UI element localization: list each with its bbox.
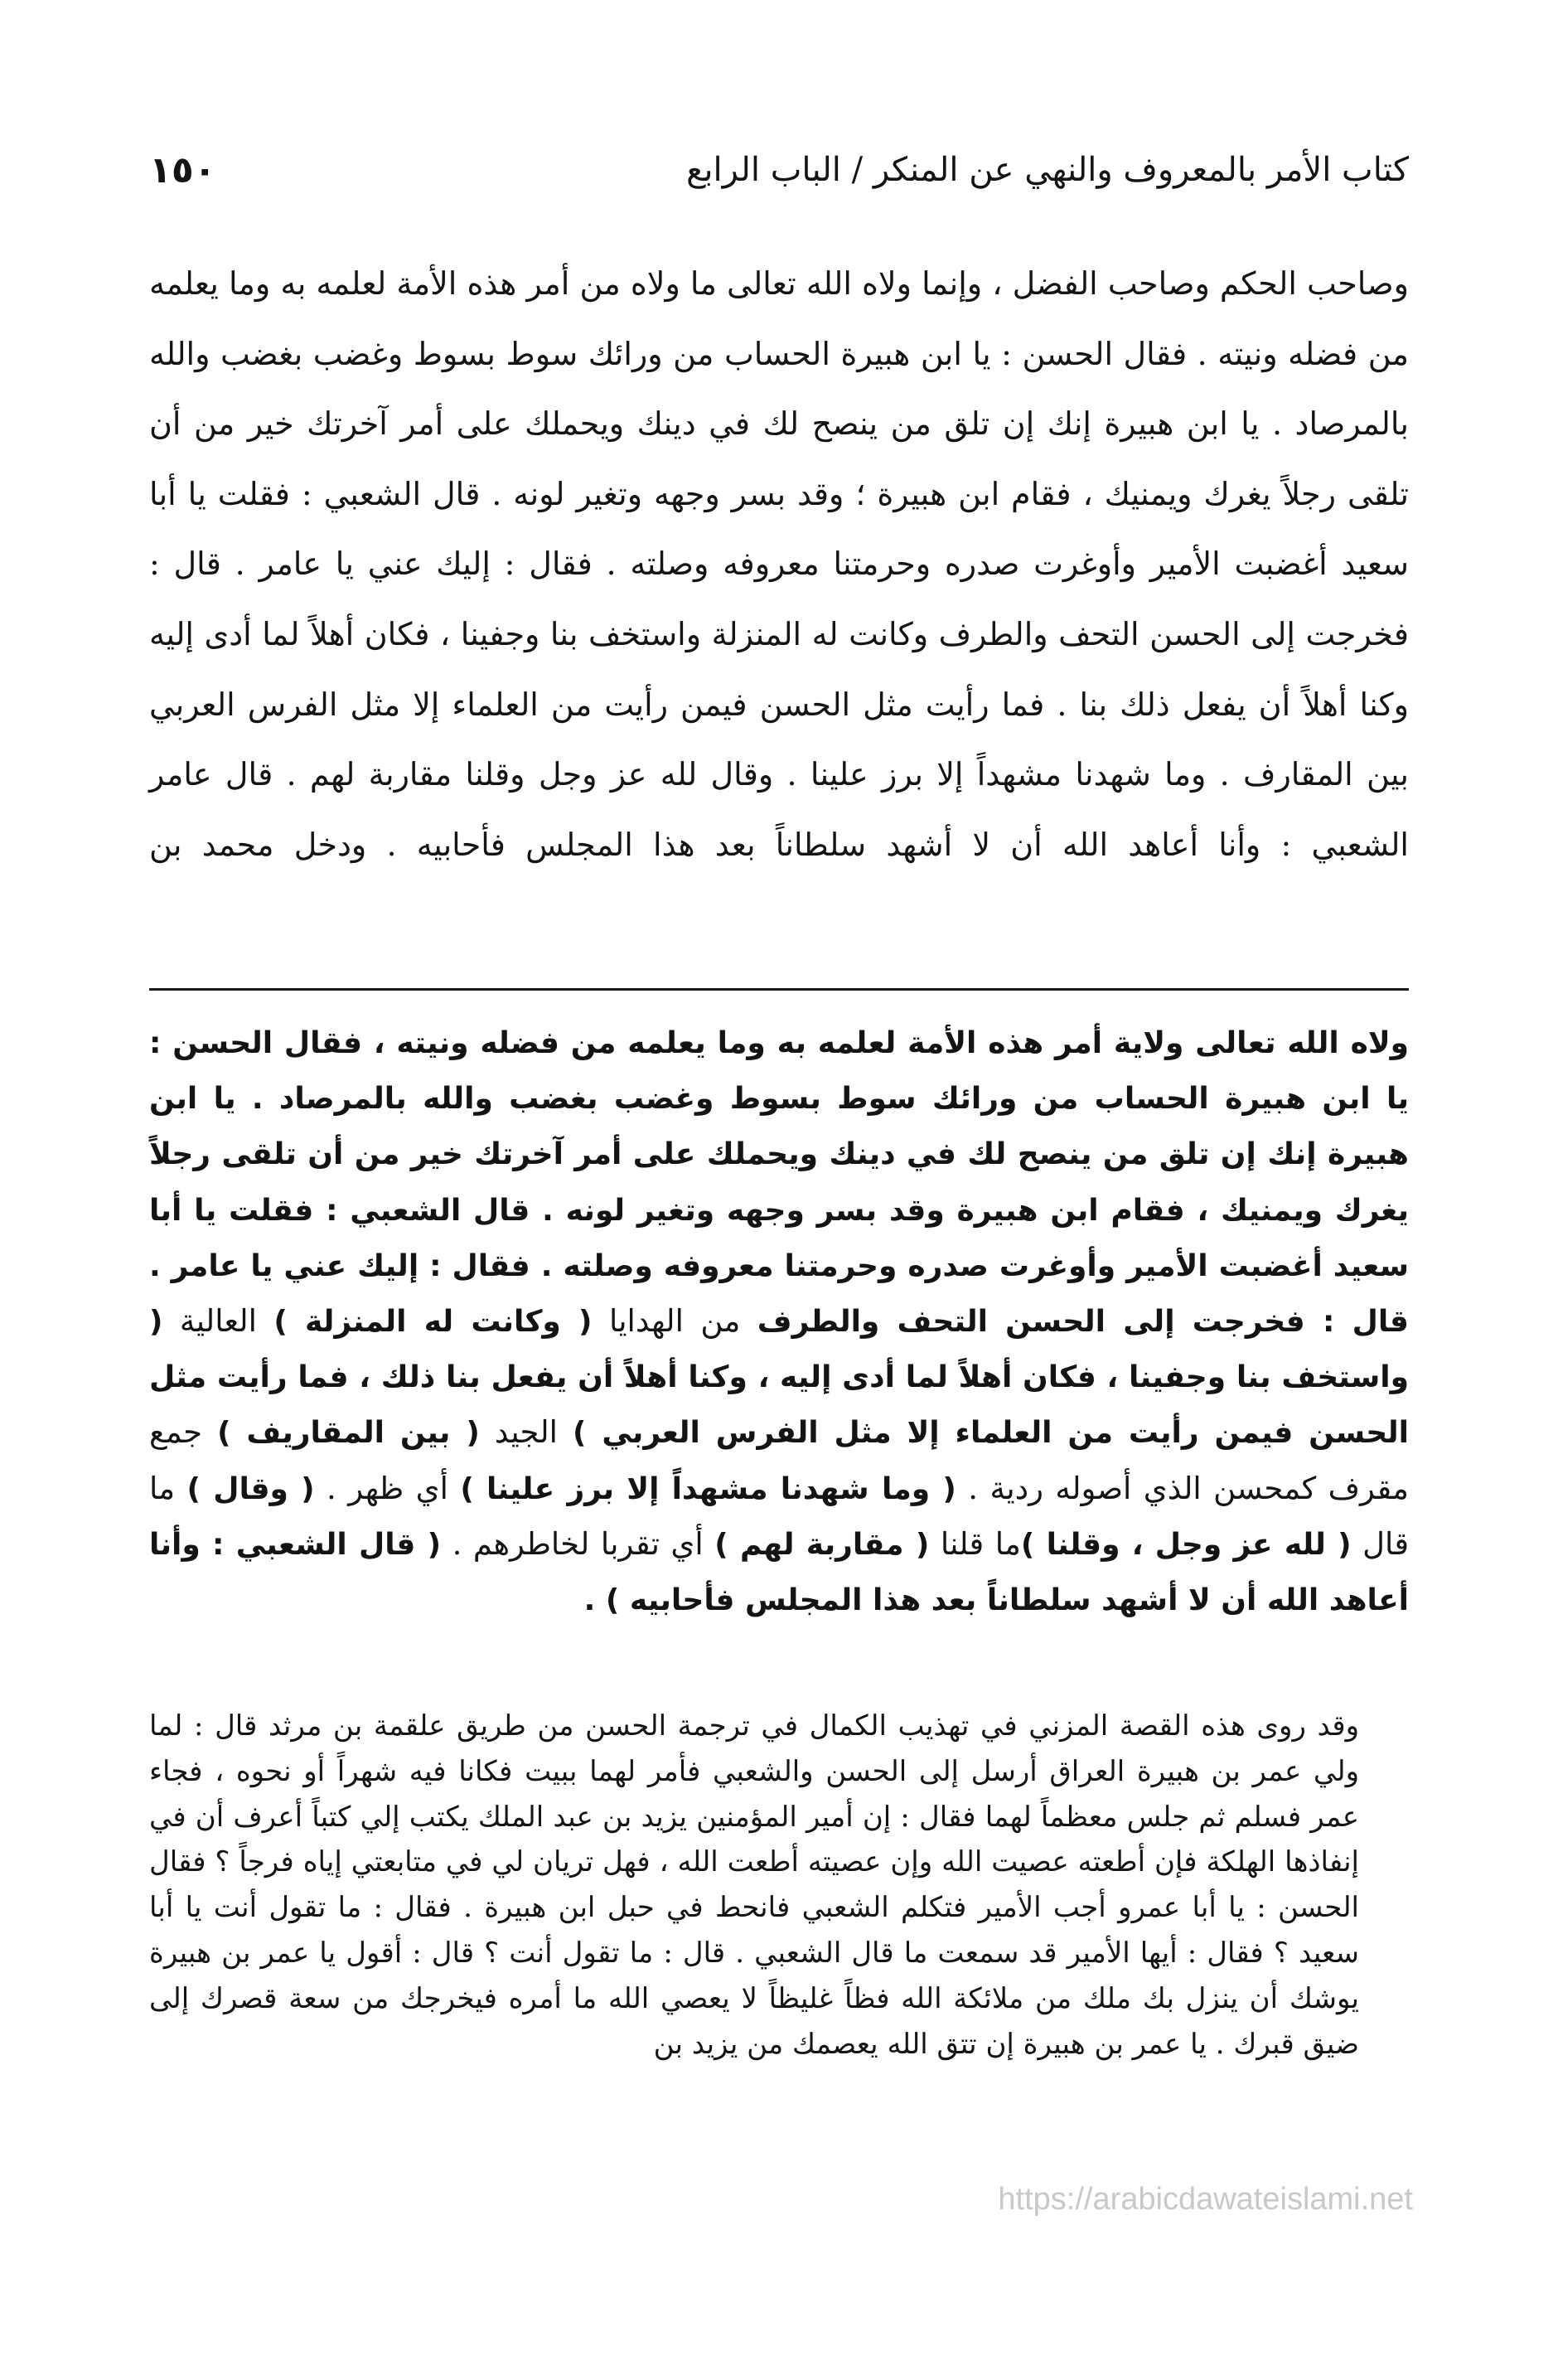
commentary-span: العالية bbox=[162, 1303, 274, 1340]
commentary-span: ( مقاربة لهم ) bbox=[714, 1527, 930, 1562]
commentary-span: من الهدايا bbox=[592, 1303, 757, 1340]
main-paragraph: وصاحب الحكم وصاحب الفضل ، وإنما ولاه الله تعالى ما ولاه من أمر هذه الأمة لعلمه به وما يعلمه من فضله ونيته . فقال الحسن : يا ابن هبيرة الحساب من ورائك سوط بسوط وغضب بغضب والله بالمرصاد . يا ابن هبيرة إنك إن تلق من ينصح لك في دينك ويحملك على أمر آخرتك خير من أن تلقى رجلاً يغرك ويمنيك ، فقام ابن هبيرة ؛ وقد بسر وجهه وتغير لونه . قال الشعبي : فقلت يا أبا سعيد أغضبت الأمير وأوغرت صدره وحرمتنا معروفه وصلته . فقال : إليك عني يا عامر . قال : فخرجت إلى الحسن التحف والطرف وكانت له المنزلة واستخف بنا وجفينا ، فكان أهلاً لما أدى إليه وكنا أهلاً أن يفعل ذلك بنا . فما رأيت مثل الحسن فيمن رأيت من العلماء إلا مثل الفرس العربي بين المقارف . وما شهدنا مشهداً إلا برز علينا . وقال لله عز وجل وقلنا مقاربة لهم . قال عامر الشعبي : وأنا أعاهد الله أن لا أشهد سلطاناً بعد هذا المجلس فأحابيه . ودخل محمد بن bbox=[149, 265, 1409, 863]
commentary-span: أي ظهر . bbox=[314, 1470, 461, 1506]
commentary-span: ولاه الله تعالى ولاية أمر هذه الأمة لعلمه به وما يعلمه من فضله ونيته ، فقال الحسن : يا ابن هبيرة الحساب من ورائك سوط بسوط وغضب بغضب والله بالمرصاد . يا ابن هبيرة إنك إن تلق من ينصح لك في دينك ويحملك على أمر آخرتك خير من أن تلقى رجلاً يغرك ويمنيك ، فقام ابن هبيرة وقد بسر وجهه وتغير لونه . قال الشعبي : فقلت يا أبا سعيد أغضبت الأمير وأوغرت صدره وحرمتنا معروفه وصلته . فقال : إليك عني يا عامر . قال : فخرجت إلى الحسن التحف والطرف bbox=[149, 1026, 1409, 1340]
commentary-span: جمع مقرف كمحسن الذي أصوله ردية . bbox=[149, 1414, 1409, 1506]
section-divider bbox=[149, 988, 1409, 991]
commentary-span: ( وكانت له المنزلة ) bbox=[273, 1305, 593, 1340]
running-title: كتاب الأمر بالمعروف والنهي عن المنكر / الباب الرابع bbox=[686, 151, 1409, 189]
commentary-span: ( وقال ) bbox=[186, 1471, 315, 1506]
commentary-span: ما قال bbox=[149, 1470, 1410, 1562]
commentary-paragraph bbox=[149, 1015, 1409, 1628]
page-number: ١٥٠ bbox=[149, 148, 216, 191]
commentary-span: ( بين المقاريف ) bbox=[217, 1416, 480, 1451]
commentary-block bbox=[149, 1015, 1409, 1628]
commentary-span: ( وما شهدنا مشهداً إلا برز علينا ) bbox=[460, 1471, 956, 1506]
footnote-paragraph: وقد روى هذه القصة المزني في تهذيب الكمال في ترجمة الحسن من طريق علقمة بن مرثد قال : لما ولي عمر بن هبيرة العراق أرسل إلى الحسن والشعبي فأمر لهما ببيت فكانا فيه شهراً أو نحوه ، فجاء عمر فسلم ثم جلس معظماً لهما فقال : إن أمير المؤمنين يزيد بن عبد الملك يكتب إلي كتباً أعرف أن في إنفاذها الهلكة فإن أطعته عصيت الله وإن عصيته أطعت الله ، فهل تريان لي في متابعتي إياه فرجاً ؟ فقال الحسن : يا أبا عمرو أجب الأمير فتكلم الشعبي فانحط في حبل ابن هبيرة . فقال : ما تقول أنت يا أبا سعيد ؟ فقال : أيها الأمير قد سمعت ما قال الشعبي . قال : ما تقول أنت ؟ قال : أقول يا عمر بن هبيرة يوشك أن ينزل بك ملك من ملائكة الله فظاً غليظاً لا يعصي الله ما أمره فيخرجك من سعة قصرك إلى ضيق قبرك . يا عمر بن هبيرة إن تتق الله يعصمك من يزيد بن bbox=[149, 1709, 1359, 2061]
commentary-span: ما قلنا bbox=[929, 1525, 1021, 1562]
main-text-block bbox=[149, 249, 1409, 880]
page-header bbox=[149, 141, 1409, 199]
footnote-block bbox=[149, 1704, 1409, 2067]
watermark-url: https://arabicdawateislami.net bbox=[998, 2182, 1413, 2217]
commentary-span: ( واستخف بنا وجفينا ، فكان أهلاً لما أدى إليه ، وكنا أهلاً أن يفعل بنا ذلك ، فما رأيت مثل الحسن فيمن رأيت من العلماء إلا مثل الفرس العربي ) bbox=[149, 1305, 1410, 1451]
commentary-span: ( لله عز وجل ، وقلنا ) bbox=[1020, 1527, 1352, 1562]
commentary-span: أي تقربا لخاطرهم . bbox=[441, 1525, 715, 1562]
commentary-span: ( قال الشعبي : وأنا أعاهد الله أن لا أشهد سلطاناً بعد هذا المجلس فأحابيه ) . bbox=[149, 1527, 1409, 1618]
commentary-span: الجيد bbox=[479, 1414, 573, 1451]
